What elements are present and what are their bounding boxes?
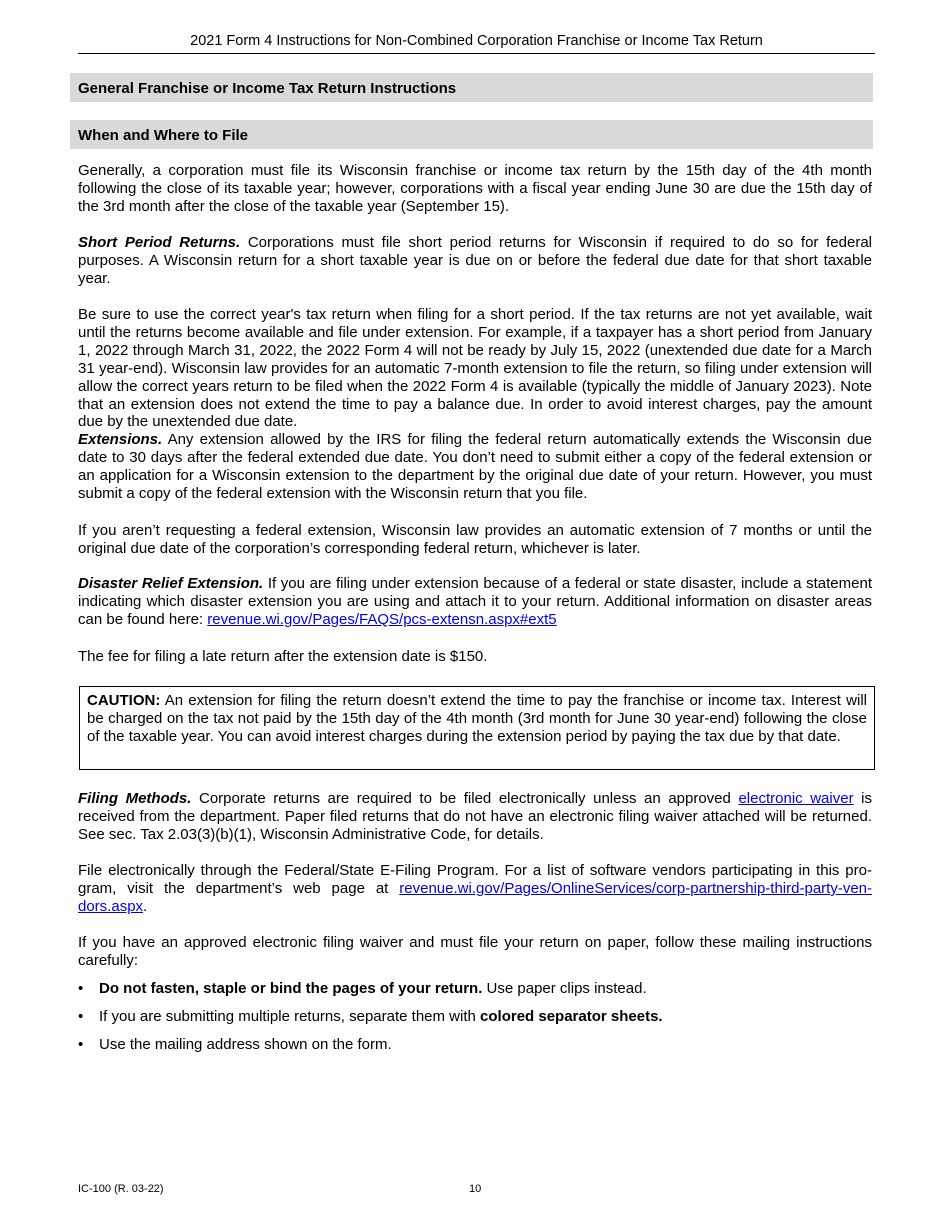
paragraph-extensions <box>78 431 872 503</box>
paragraph-due-date: Generally, a corporation must file its Wisconsin franchise or income tax return by the 15th day of the 4th month following the close of its taxable year; however, corporations with a fiscal year ending June 30 are due the 15th day of the 3rd month after the close of the taxable year (September 15). <box>78 162 872 215</box>
paragraph-short-period-returns <box>78 234 872 288</box>
page-number: 10 <box>469 1183 482 1195</box>
disaster-relief-text: If you are filing under extension because of a federal or state disaster, include a statement indicating which disaster extension you are using and attach it to your return. Additional information on disaster areas can be found here: <box>78 575 872 628</box>
caution-text <box>87 692 867 746</box>
form-code: IC-100 (R. 03-22) <box>78 1183 164 1195</box>
bullet-marker: • <box>78 1036 84 1053</box>
bullet-text: Use paper clips instead. <box>482 980 647 997</box>
paragraph-late-fee: The fee for filing a late return after the extension date is $150. <box>78 648 488 665</box>
disaster-relief-heading: Disaster Relief Extension. <box>78 575 264 592</box>
paragraph-correct-year: Be sure to use the correct year's tax return when filing for a short period. If the tax returns are not yet available, wait until the returns become available and file under extension. For example, if a taxpayer has a short period from January 1, 2022 through March 31, 2022, the 2022 Form 4 will not be ready by July 15, 2022 (unextended due date for a March 31 year-end). Wisconsin law provides for an automatic 7-month extension to file the return, so filing under extension will allow the correct years return to be filed when the 2022 Form 4 is available (typically the middle of January 2023). Note that an extension does not extend the time to pay a balance due. In order to avoid interest charges, pay the amount due by the unextended due date. <box>78 306 872 431</box>
paragraph-disaster-relief <box>78 575 872 629</box>
filing-methods-text-b: is received from the department. Paper filed returns that do not have an electronic filing waiver attached will be returned. See sec. Tax 2.03(3)(b)(1), Wisconsin Administrative Code, for details. <box>78 790 872 843</box>
bullet-bold-text: Do not fasten, staple or bind the pages of your return. <box>99 980 483 997</box>
disaster-extension-link[interactable]: revenue.wi.gov/Pages/FAQS/pcs-extensn.aspx#ext5 <box>207 610 557 628</box>
bullet-marker: • <box>78 980 84 997</box>
header-rule <box>78 53 875 54</box>
bullet-text: Use the mailing address shown on the form. <box>99 1036 392 1053</box>
filing-methods-heading: Filing Methods. <box>78 790 192 807</box>
bullet-bold-text: colored separator sheets. <box>480 1008 663 1025</box>
short-period-returns-heading: Short Period Returns. <box>78 234 241 251</box>
short-period-returns-text: Corporations must file short period returns for Wisconsin if required to do so for federal purposes. A Wisconsin return for a short taxable year is due on or before the federal due date for that short taxable year. <box>78 234 872 287</box>
extensions-text: Any extension allowed by the IRS for filing the federal return automatically extends the Wisconsin due date to 30 days after the federal extended due date. You don’t need to submit either a copy of the federal extension or an application for a Wisconsin extension to the department by the original due date of your return. However, you must submit a copy of the federal extension with the Wisconsin return that you file. <box>78 431 872 502</box>
e-filing-text: File electronically through the Federal/State E-Filing Program. For a list of software vendors participating in this program, visit the department’s web page at <box>78 862 872 897</box>
running-header: 2021 Form 4 Instructions for Non-Combined Corporation Franchise or Income Tax Return <box>190 33 763 49</box>
filing-methods-text-a: Corporate returns are required to be filed electronically unless an approved <box>191 790 739 807</box>
extensions-heading: Extensions. <box>78 431 163 448</box>
e-filing-end: . <box>143 897 148 915</box>
caution-body: An extension for filing the return doesn’t extend the time to pay the franchise or income tax. Interest will be charged on the tax not paid by the 15th day of the 4th month (3rd month for June 30 year-end) following the close of the taxable year. You can avoid interest charges during the extension period by paying the tax due by that date. <box>87 692 867 745</box>
software-vendors-link[interactable]: revenue.wi.gov/Pages/OnlineServices/corp-partnership-third-party-vendors.aspx <box>78 879 872 915</box>
caution-label: CAUTION: <box>87 692 161 709</box>
list-item <box>78 980 872 1008</box>
list-item <box>78 1008 872 1036</box>
electronic-waiver-link[interactable]: electronic waiver <box>738 790 854 807</box>
section-heading-general: General Franchise or Income Tax Return Instructions <box>70 73 873 102</box>
paragraph-paper-filing: If you have an approved electronic filing waiver and must file your return on paper, follow these mailing instructions carefully: <box>78 934 872 969</box>
bullet-marker: • <box>78 1008 84 1025</box>
paragraph-automatic-extension: If you aren’t requesting a federal extension, Wisconsin law provides an automatic extension of 7 months or until the original due date of the corporation’s corresponding federal return, whichever is later. <box>78 522 872 557</box>
caution-box <box>79 686 875 770</box>
bullet-text: If you are submitting multiple returns, separate them with <box>99 1008 481 1025</box>
paragraph-e-filing <box>78 862 872 916</box>
list-item <box>78 1036 872 1064</box>
paragraph-filing-methods <box>78 790 872 844</box>
section-heading-when-where: When and Where to File <box>70 120 873 149</box>
mailing-instructions-list <box>78 980 872 1064</box>
